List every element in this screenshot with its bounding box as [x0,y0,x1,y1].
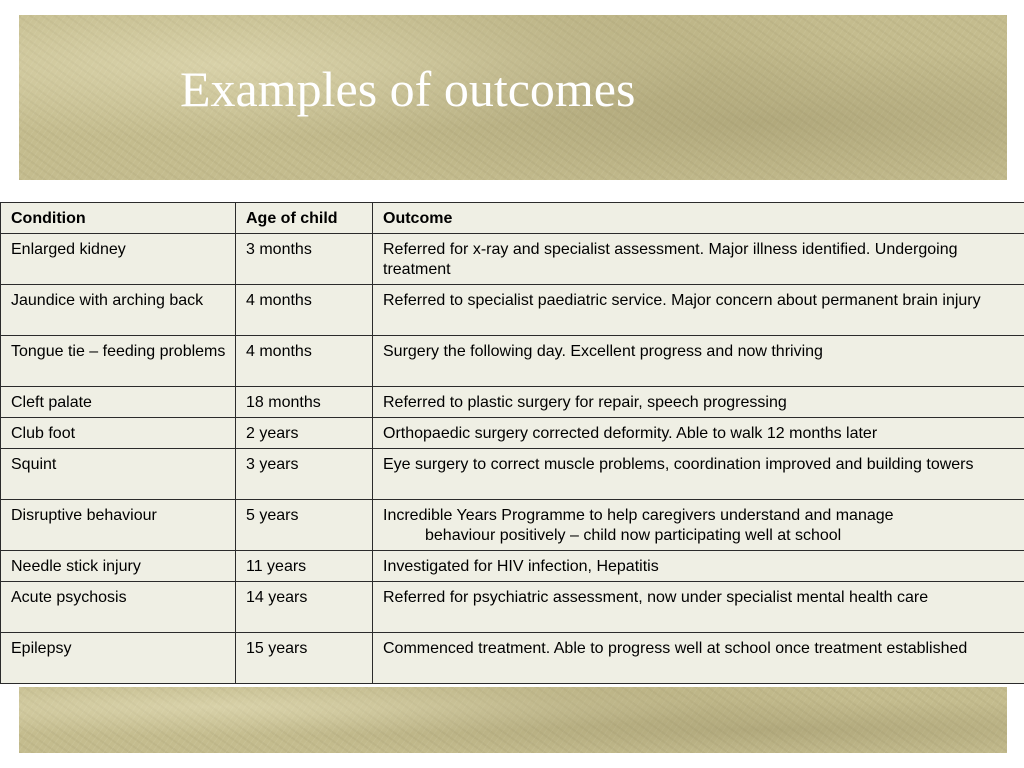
cell-age: 2 years [236,418,373,449]
cell-age: 14 years [236,582,373,633]
cell-age: 3 years [236,449,373,500]
table-row [1,500,1024,551]
cell-condition: Acute psychosis [1,582,236,633]
cell-age: 3 months [236,234,373,285]
cell-condition: Tongue tie – feeding problems [1,336,236,387]
cell-age: 4 months [236,336,373,387]
cell-outcome: Referred for x-ray and specialist assessment. Major illness identified. Undergoing treatment [373,234,1024,285]
cell-outcome: Orthopaedic surgery corrected deformity. Able to walk 12 months later [373,418,1024,449]
cell-condition: Club foot [1,418,236,449]
outcomes-table-container [0,202,1024,684]
table-row [1,633,1024,684]
cell-outcome: Referred to specialist paediatric service. Major concern about permanent brain injury [373,285,1024,336]
table-row [1,336,1024,387]
cell-outcome: Investigated for HIV infection, Hepatitis [373,551,1024,582]
table-row [1,285,1024,336]
cell-condition: Squint [1,449,236,500]
table-row [1,418,1024,449]
cell-outcome: Surgery the following day. Excellent progress and now thriving [373,336,1024,387]
cell-age: 15 years [236,633,373,684]
cell-condition: Jaundice with arching back [1,285,236,336]
table-row [1,551,1024,582]
outcome-line-continued: behaviour positively – child now participating well at school [425,527,842,544]
cell-outcome: Commenced treatment. Able to progress well at school once treatment established [373,633,1024,684]
cell-condition: Enlarged kidney [1,234,236,285]
cell-condition: Disruptive behaviour [1,500,236,551]
table-header-row [1,203,1024,234]
cell-outcome: Referred to plastic surgery for repair, speech progressing [373,387,1024,418]
table-row [1,582,1024,633]
cell-outcome [373,500,1024,551]
header-outcome: Outcome [373,203,1024,234]
footer-banner [19,687,1007,753]
outcomes-table [0,202,1024,684]
header-condition: Condition [1,203,236,234]
table-row [1,387,1024,418]
slide-title: Examples of outcomes [180,61,636,117]
cell-age: 11 years [236,551,373,582]
cell-outcome: Eye surgery to correct muscle problems, coordination improved and building towers [373,449,1024,500]
table-row [1,449,1024,500]
header-age-of-child: Age of child [236,203,373,234]
cell-age: 5 years [236,500,373,551]
cell-condition: Needle stick injury [1,551,236,582]
cell-condition: Epilepsy [1,633,236,684]
table-row [1,234,1024,285]
outcome-line: Incredible Years Programme to help caregivers understand and manage [383,507,894,524]
cell-age: 18 months [236,387,373,418]
cell-outcome: Referred for psychiatric assessment, now under specialist mental health care [373,582,1024,633]
cell-age: 4 months [236,285,373,336]
cell-condition: Cleft palate [1,387,236,418]
